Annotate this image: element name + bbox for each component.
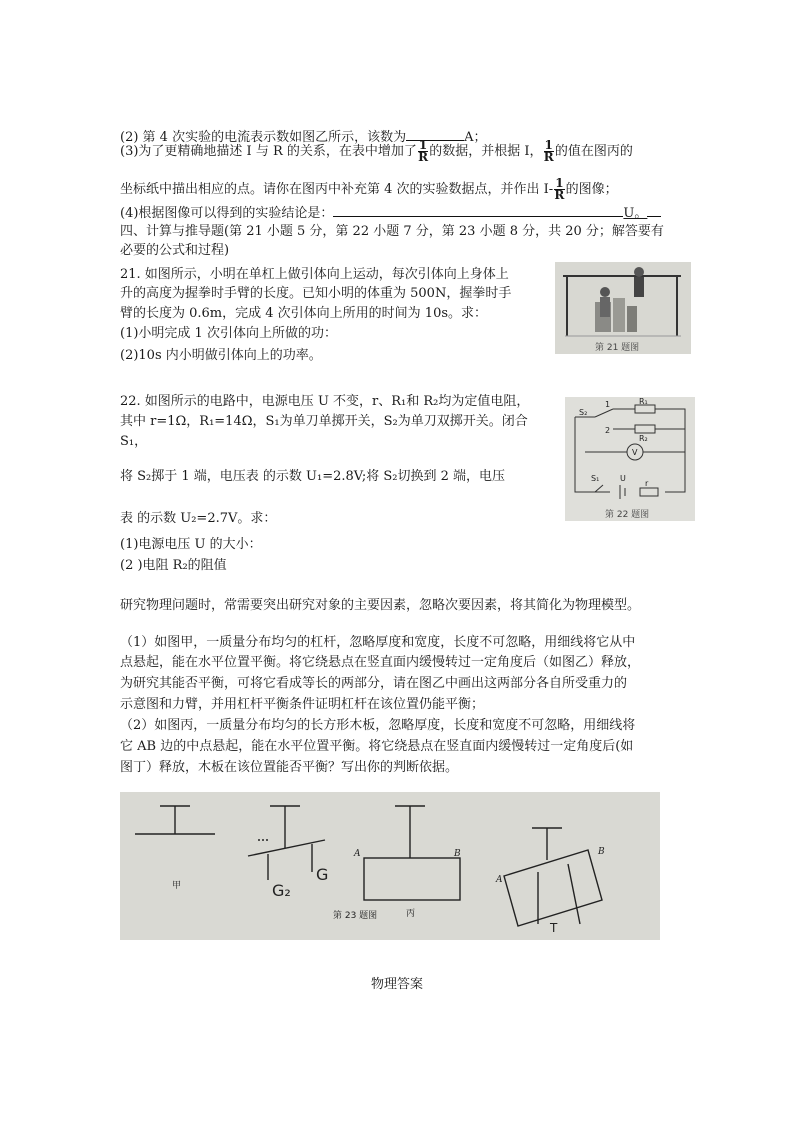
- q23-p2: 图丁）释放，木板在该位置能否平衡？写出你的判断依据。: [120, 760, 459, 775]
- q23-intro: 研究物理问题时，常需要突出研究对象的主要因素，忽略次要因素，将其简化为物理模型。: [120, 598, 641, 613]
- section-heading-cont: 必要的公式和过程): [120, 243, 230, 258]
- svg-text:丙: 丙: [406, 909, 416, 919]
- q23-p1: 点悬起，能在水平位置平衡。将它绕悬点在竖直面内缓慢转过一定角度后（如图乙）释放，: [120, 655, 641, 670]
- svg-text:R₂: R₂: [639, 434, 648, 443]
- answer-blank: [333, 204, 623, 217]
- svg-text:U: U: [620, 474, 626, 483]
- q23-p2: 它 AB 边的中点悬起，能在水平位置平衡。将它绕悬点在竖直面内缓慢转过一定角度后(如: [120, 739, 634, 754]
- q2-line: (2) 第 4 次实验的电流表示数如图乙所示，该数为 A；: [120, 130, 487, 145]
- svg-text:A: A: [496, 875, 503, 885]
- fraction-1-over-r: $\frac{1}{R}$: [554, 176, 565, 202]
- q21-text: 21. 如图所示，小明在单杠上做引体向上运动，每次引体向上身体上: [120, 267, 509, 282]
- voltmeter-icon: V: [632, 448, 638, 457]
- q22-text: S₁，: [120, 434, 148, 449]
- section-heading: 四、计算与推导题(第 21 小题 5 分，第 22 小题 7 分，第 23 小题 8 分，共 20 分；解答要有: [120, 224, 664, 239]
- q22-text: 表 的示数 U₂=2.7V。求：: [120, 511, 277, 526]
- q21-figure: [555, 262, 691, 354]
- svg-text:R₁: R₁: [639, 397, 648, 406]
- q22-subq: (2 )电阻 R₂的阻值: [120, 558, 227, 573]
- figure-caption: 第 21 题图: [595, 343, 640, 353]
- svg-text:G: G: [316, 865, 329, 884]
- q21-subq: (2)10s 内小明做引体向上的功率。: [120, 348, 322, 363]
- q22-text: 22. 如图所示的电路中，电源电压 U 不变，r、R₁和 R₂均为定值电阻，: [120, 394, 530, 409]
- q22-text: 其中 r=1Ω，R₁=14Ω，S₁为单刀单掷开关，S₂为单刀双掷开关。闭合: [120, 414, 528, 429]
- svg-text:2: 2: [605, 426, 611, 435]
- svg-text:r: r: [645, 479, 649, 488]
- figure-caption: 第 23 题图: [333, 911, 378, 921]
- section-footer-title: 物理答案: [370, 977, 423, 992]
- fraction-1-over-r: $\frac{1}{R}$: [418, 138, 429, 164]
- q23-p1: 为研究其能否平衡，可将它看成等长的两部分，请在图乙中画出这两部分各自所受重力的: [120, 676, 628, 691]
- fraction-1-over-r: $\frac{1}{R}$: [543, 138, 554, 164]
- svg-text:T: T: [550, 921, 558, 935]
- q3-line2: 坐标纸中描出相应的点。请你在图丙中补充第 4 次的实验数据点，并作出 I- $\frac{1}{R}$ 的图像；: [120, 176, 618, 202]
- svg-text:甲: 甲: [172, 881, 182, 891]
- q23-figure: [120, 792, 660, 940]
- label-s2: S₂: [579, 408, 588, 417]
- q23-p2: （2）如图丙，一质量分布均匀的长方形木板，忽略厚度，长度和宽度不可忽略，用细线将: [120, 718, 636, 733]
- q22-text: 将 S₂掷于 1 端，电压表 的示数 U₁=2.8V;将 S₂切换到 2 端，电压: [120, 469, 506, 484]
- q21-text: 升的高度为握拳时手臂的长度。已知小明的体重为 500N，握拳时手: [120, 286, 512, 301]
- svg-text:S₁: S₁: [591, 474, 600, 483]
- q23-p1: 示意图和力臂，并用杠杆平衡条件证明杠杆在该位置仍能平衡；: [120, 697, 485, 712]
- q4-line: (4)根据图像可以得到的实验结论是： U。: [120, 204, 661, 223]
- q23-p1: （1）如图甲，一质量分布均匀的杠杆，忽略厚度和宽度，长度不可忽略，用细线将它从中: [120, 635, 636, 650]
- svg-text:B: B: [598, 847, 605, 857]
- svg-text:B: B: [454, 849, 461, 859]
- svg-text:G₂: G₂: [272, 881, 291, 900]
- q21-subq: (1)小明完成 1 次引体向上所做的功：: [120, 326, 337, 341]
- svg-text:1: 1: [605, 400, 611, 409]
- q22-subq: (1)电源电压 U 的大小：: [120, 537, 262, 552]
- figure-caption: 第 22 题图: [605, 510, 650, 520]
- q3-line1: (3)为了更精确地描述 I 与 R 的关系，在表中增加了 $\frac{1}{R}$ 的数据，并根据 I， $\frac{1}{R}$ 的值在图丙的: [120, 138, 633, 164]
- q22-circuit-figure: [565, 397, 695, 521]
- q21-text: 臂的长度为 0.6m，完成 4 次引体向上所用的时间为 10s。求：: [120, 306, 488, 321]
- svg-text:A: A: [354, 849, 361, 859]
